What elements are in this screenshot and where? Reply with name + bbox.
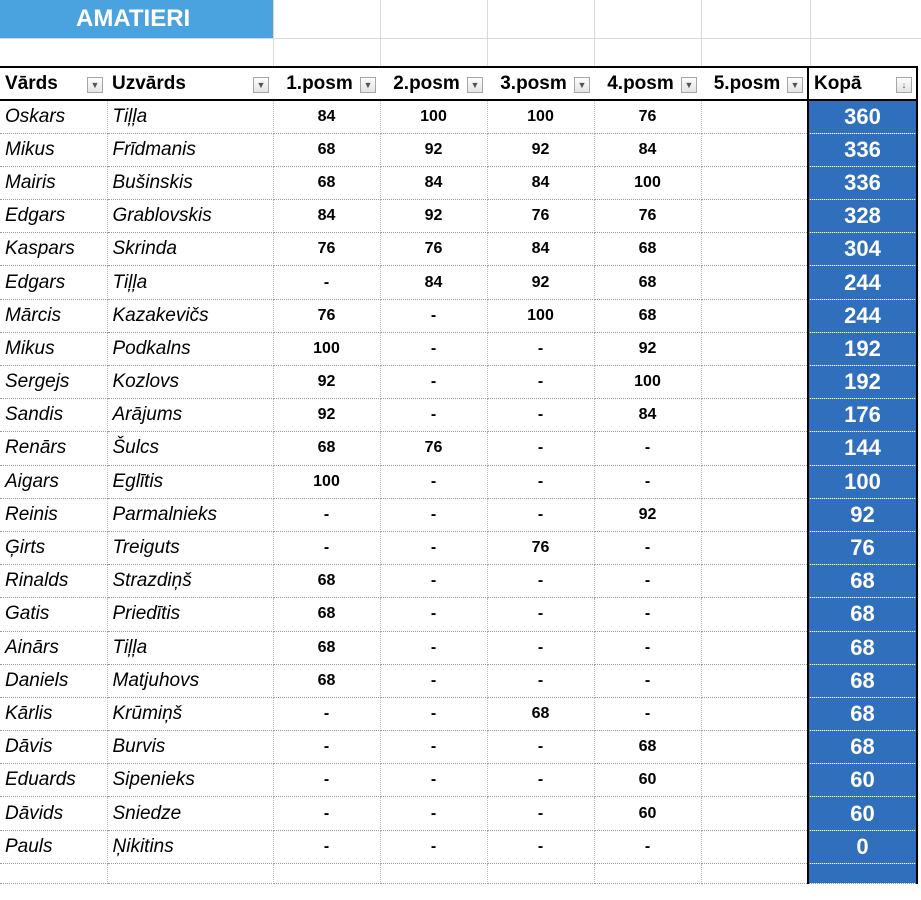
stage-4-cell[interactable]: - [594,631,701,664]
total-cell[interactable]: 68 [808,565,917,598]
stage-3-cell[interactable]: - [487,830,594,863]
empty-cell[interactable] [0,863,107,883]
stage-4-cell[interactable]: - [594,664,701,697]
stage-4-cell[interactable]: 68 [594,233,701,266]
stage-3-cell[interactable]: - [487,498,594,531]
first-name-cell[interactable]: Rinalds [0,565,107,598]
first-name-cell[interactable]: Mikus [0,332,107,365]
stage-1-cell[interactable]: - [273,830,380,863]
stage-1-cell[interactable]: - [273,531,380,564]
header-label: 3.posm [500,72,567,94]
stage-5-cell[interactable] [701,332,808,365]
stage-3-cell[interactable]: - [487,664,594,697]
stage-3-cell[interactable]: - [487,432,594,465]
last-name-cell[interactable]: Tiļļa [107,631,273,664]
first-name-cell[interactable]: Aigars [0,465,107,498]
sort-descending-icon[interactable]: ↓ [896,77,912,93]
stage-5-cell[interactable] [701,764,808,797]
stage-2-cell[interactable]: - [380,565,487,598]
grid-line [380,0,381,66]
header-stage-1[interactable] [273,67,380,100]
stage-5-cell[interactable] [701,366,808,399]
stage-2-cell[interactable]: 76 [380,233,487,266]
total-cell[interactable]: 304 [808,233,917,266]
first-name-cell[interactable]: Kārlis [0,697,107,730]
stage-3-cell[interactable]: - [487,631,594,664]
total-cell[interactable]: 244 [808,266,917,299]
header-label: Vārds [5,72,58,94]
stage-5-cell[interactable] [701,697,808,730]
first-name-cell[interactable]: Edgars [0,200,107,233]
last-name-cell[interactable]: Podkalns [107,332,273,365]
stage-3-cell[interactable]: 100 [487,299,594,332]
stage-1-cell[interactable]: - [273,731,380,764]
table-row [0,797,917,830]
stage-1-cell[interactable]: - [273,797,380,830]
first-name-cell[interactable]: Mairis [0,166,107,199]
last-name-cell[interactable]: Burvis [107,731,273,764]
first-name-cell[interactable]: Sandis [0,399,107,432]
header-label: Uzvārds [112,72,186,94]
stage-1-cell[interactable]: 92 [273,399,380,432]
stage-4-cell[interactable]: 100 [594,366,701,399]
stage-4-cell[interactable]: - [594,697,701,730]
total-cell[interactable]: 68 [808,697,917,730]
stage-2-cell[interactable]: 84 [380,266,487,299]
stage-2-cell[interactable]: - [380,531,487,564]
stage-5-cell[interactable] [701,531,808,564]
last-name-cell[interactable]: Krūmiņš [107,697,273,730]
stage-2-cell[interactable]: - [380,465,487,498]
header-stage-3[interactable] [487,67,594,100]
stage-3-cell[interactable]: 84 [487,166,594,199]
first-name-cell[interactable]: Kaspars [0,233,107,266]
header-label: Kopā [814,72,862,94]
stage-3-cell[interactable]: 76 [487,200,594,233]
header-label: 2.posm [393,72,460,94]
total-cell[interactable]: 336 [808,166,917,199]
stage-3-cell[interactable]: - [487,465,594,498]
total-cell[interactable]: 144 [808,432,917,465]
stage-3-cell[interactable]: 76 [487,531,594,564]
stage-5-cell[interactable] [701,797,808,830]
first-name-cell[interactable]: Oskars [0,100,107,133]
stage-3-cell[interactable]: 92 [487,133,594,166]
stage-3-cell[interactable]: 92 [487,266,594,299]
table-row [0,100,917,133]
stage-2-cell[interactable]: - [380,498,487,531]
last-name-cell[interactable]: Sniedze [107,797,273,830]
last-name-cell[interactable]: Treiguts [107,531,273,564]
stage-3-cell[interactable]: - [487,764,594,797]
stage-4-cell[interactable]: 76 [594,100,701,133]
total-cell[interactable]: 68 [808,731,917,764]
total-cell[interactable]: 76 [808,531,917,564]
stage-3-cell[interactable]: - [487,399,594,432]
stage-4-cell[interactable]: 92 [594,498,701,531]
stage-1-cell[interactable]: - [273,764,380,797]
first-name-cell[interactable]: Reinis [0,498,107,531]
stage-2-cell[interactable]: - [380,664,487,697]
stage-4-cell[interactable]: - [594,565,701,598]
last-name-cell[interactable]: Bušinskis [107,166,273,199]
table-row [0,266,917,299]
results-table [0,66,918,884]
stage-2-cell[interactable]: - [380,830,487,863]
stage-3-cell[interactable]: - [487,598,594,631]
stage-5-cell[interactable] [701,133,808,166]
stage-5-cell[interactable] [701,399,808,432]
last-name-cell[interactable]: Eglītis [107,465,273,498]
total-cell[interactable]: 328 [808,200,917,233]
stage-1-cell[interactable]: - [273,697,380,730]
stage-5-cell[interactable] [701,565,808,598]
stage-5-cell[interactable] [701,200,808,233]
first-name-cell[interactable]: Renārs [0,432,107,465]
stage-2-cell[interactable]: - [380,731,487,764]
first-name-cell[interactable]: Dāvids [0,797,107,830]
grid-line [0,38,921,39]
stage-2-cell[interactable]: - [380,399,487,432]
stage-1-cell[interactable]: 68 [273,432,380,465]
first-name-cell[interactable]: Ainārs [0,631,107,664]
table-row-empty [0,863,917,883]
stage-4-cell[interactable]: - [594,598,701,631]
stage-2-cell[interactable]: - [380,631,487,664]
stage-1-cell[interactable]: 76 [273,233,380,266]
stage-2-cell[interactable]: - [380,366,487,399]
stage-2-cell[interactable]: 84 [380,166,487,199]
table-row [0,233,917,266]
stage-1-cell[interactable]: 100 [273,332,380,365]
empty-cell[interactable] [701,863,808,883]
total-cell[interactable]: 336 [808,133,917,166]
empty-cell[interactable] [808,863,917,883]
table-row [0,133,917,166]
stage-4-cell[interactable]: - [594,432,701,465]
stage-3-cell[interactable]: - [487,797,594,830]
total-cell[interactable]: 0 [808,830,917,863]
dropdown-arrow-icon[interactable]: ▼ [360,77,376,93]
first-name-cell[interactable]: Gatis [0,598,107,631]
stage-4-cell[interactable]: 68 [594,266,701,299]
stage-1-cell[interactable]: 100 [273,465,380,498]
total-cell[interactable]: 60 [808,764,917,797]
stage-5-cell[interactable] [701,664,808,697]
stage-5-cell[interactable] [701,465,808,498]
stage-4-cell[interactable]: 60 [594,764,701,797]
dropdown-arrow-icon[interactable]: ▼ [87,77,103,93]
stage-2-cell[interactable]: - [380,299,487,332]
empty-cell[interactable] [594,863,701,883]
stage-4-cell[interactable]: 100 [594,166,701,199]
table-row [0,432,917,465]
stage-5-cell[interactable] [701,432,808,465]
last-name-cell[interactable]: Šulcs [107,432,273,465]
stage-2-cell[interactable]: - [380,332,487,365]
header-last-name[interactable] [107,67,273,100]
stage-5-cell[interactable] [701,233,808,266]
total-cell[interactable]: 68 [808,664,917,697]
dropdown-arrow-icon[interactable]: ▼ [467,77,483,93]
stage-3-cell[interactable]: 68 [487,697,594,730]
last-name-cell[interactable]: Kazakevičs [107,299,273,332]
last-name-cell[interactable]: Grablovskis [107,200,273,233]
table-row [0,332,917,365]
stage-4-cell[interactable]: - [594,465,701,498]
header-row [0,67,917,100]
header-stage-5[interactable] [701,67,808,100]
total-cell[interactable]: 360 [808,100,917,133]
table-row [0,531,917,564]
empty-cell[interactable] [380,863,487,883]
header-total[interactable] [808,67,917,100]
stage-4-cell[interactable]: 60 [594,797,701,830]
stage-5-cell[interactable] [701,731,808,764]
dropdown-arrow-icon[interactable]: ▼ [681,77,697,93]
stage-1-cell[interactable]: 84 [273,100,380,133]
last-name-cell[interactable]: Sipenieks [107,764,273,797]
stage-2-cell[interactable]: 100 [380,100,487,133]
table-row [0,166,917,199]
stage-3-cell[interactable]: 84 [487,233,594,266]
total-cell[interactable]: 176 [808,399,917,432]
stage-1-cell[interactable]: 68 [273,133,380,166]
table-row [0,598,917,631]
stage-1-cell[interactable]: 68 [273,598,380,631]
total-cell[interactable]: 192 [808,366,917,399]
stage-1-cell[interactable]: 76 [273,299,380,332]
table-row [0,399,917,432]
table-row [0,565,917,598]
stage-3-cell[interactable]: - [487,332,594,365]
first-name-cell[interactable]: Sergejs [0,366,107,399]
first-name-cell[interactable]: Dāvis [0,731,107,764]
first-name-cell[interactable]: Mārcis [0,299,107,332]
stage-5-cell[interactable] [701,631,808,664]
stage-3-cell[interactable]: 100 [487,100,594,133]
total-cell[interactable]: 68 [808,598,917,631]
header-stage-4[interactable] [594,67,701,100]
first-name-cell[interactable]: Edgars [0,266,107,299]
first-name-cell[interactable]: Mikus [0,133,107,166]
table-row [0,731,917,764]
grid-line [273,0,274,66]
table-row [0,631,917,664]
table-row [0,465,917,498]
grid-line [487,0,488,66]
total-cell[interactable]: 244 [808,299,917,332]
stage-5-cell[interactable] [701,166,808,199]
stage-1-cell[interactable]: 68 [273,565,380,598]
grid-line [594,0,595,66]
stage-2-cell[interactable]: - [380,598,487,631]
stage-1-cell[interactable]: - [273,498,380,531]
grid-line [701,0,702,66]
table-row [0,200,917,233]
stage-1-cell[interactable]: 92 [273,366,380,399]
dropdown-arrow-icon[interactable]: ▼ [574,77,590,93]
stage-5-cell[interactable] [701,100,808,133]
last-name-cell[interactable]: Tiļļa [107,100,273,133]
total-cell[interactable]: 68 [808,631,917,664]
stage-4-cell[interactable]: - [594,830,701,863]
last-name-cell[interactable]: Parmalnieks [107,498,273,531]
stage-2-cell[interactable]: - [380,797,487,830]
last-name-cell[interactable]: Strazdiņš [107,565,273,598]
stage-5-cell[interactable] [701,266,808,299]
stage-1-cell[interactable]: 68 [273,631,380,664]
table-row [0,830,917,863]
table-row [0,697,917,730]
stage-2-cell[interactable]: - [380,697,487,730]
stage-4-cell[interactable]: 68 [594,299,701,332]
first-name-cell[interactable]: Eduards [0,764,107,797]
stage-1-cell[interactable]: 84 [273,200,380,233]
total-cell[interactable]: 192 [808,332,917,365]
last-name-cell[interactable]: Priedītis [107,598,273,631]
stage-4-cell[interactable]: 68 [594,731,701,764]
stage-3-cell[interactable]: - [487,731,594,764]
stage-1-cell[interactable]: - [273,266,380,299]
last-name-cell[interactable]: Kozlovs [107,366,273,399]
stage-2-cell[interactable]: 92 [380,133,487,166]
total-cell[interactable]: 100 [808,465,917,498]
table-row [0,366,917,399]
stage-5-cell[interactable] [701,498,808,531]
stage-1-cell[interactable]: 68 [273,166,380,199]
stage-3-cell[interactable]: - [487,366,594,399]
header-label: 1.posm [286,72,353,94]
header-first-name[interactable] [0,67,107,100]
stage-2-cell[interactable]: 76 [380,432,487,465]
stage-1-cell[interactable]: 68 [273,664,380,697]
empty-cell[interactable] [487,863,594,883]
header-label: 4.posm [607,72,674,94]
table-row [0,664,917,697]
stage-4-cell[interactable]: 84 [594,133,701,166]
stage-2-cell[interactable]: - [380,764,487,797]
stage-5-cell[interactable] [701,598,808,631]
table-row [0,299,917,332]
last-name-cell[interactable]: Skrinda [107,233,273,266]
header-stage-2[interactable] [380,67,487,100]
stage-5-cell[interactable] [701,830,808,863]
last-name-cell[interactable]: Tiļļa [107,266,273,299]
stage-4-cell[interactable]: 76 [594,200,701,233]
stage-4-cell[interactable]: 92 [594,332,701,365]
stage-5-cell[interactable] [701,299,808,332]
total-cell[interactable]: 92 [808,498,917,531]
first-name-cell[interactable]: Ģirts [0,531,107,564]
stage-2-cell[interactable]: 92 [380,200,487,233]
last-name-cell[interactable]: Matjuhovs [107,664,273,697]
dropdown-arrow-icon[interactable]: ▼ [787,77,803,93]
last-name-cell[interactable]: Arājums [107,399,273,432]
empty-cell[interactable] [107,863,273,883]
table-row [0,498,917,531]
stage-4-cell[interactable]: - [594,531,701,564]
first-name-cell[interactable]: Daniels [0,664,107,697]
table-row [0,764,917,797]
first-name-cell[interactable]: Pauls [0,830,107,863]
empty-cell[interactable] [273,863,380,883]
sheet-title-cell[interactable]: AMATIERI [0,0,273,38]
last-name-cell[interactable]: Ņikitins [107,830,273,863]
total-cell[interactable]: 60 [808,797,917,830]
stage-3-cell[interactable]: - [487,565,594,598]
header-label: 5.posm [713,72,781,94]
grid-line [810,0,811,66]
stage-4-cell[interactable]: 84 [594,399,701,432]
dropdown-arrow-icon[interactable]: ▼ [253,77,269,93]
last-name-cell[interactable]: Frīdmanis [107,133,273,166]
